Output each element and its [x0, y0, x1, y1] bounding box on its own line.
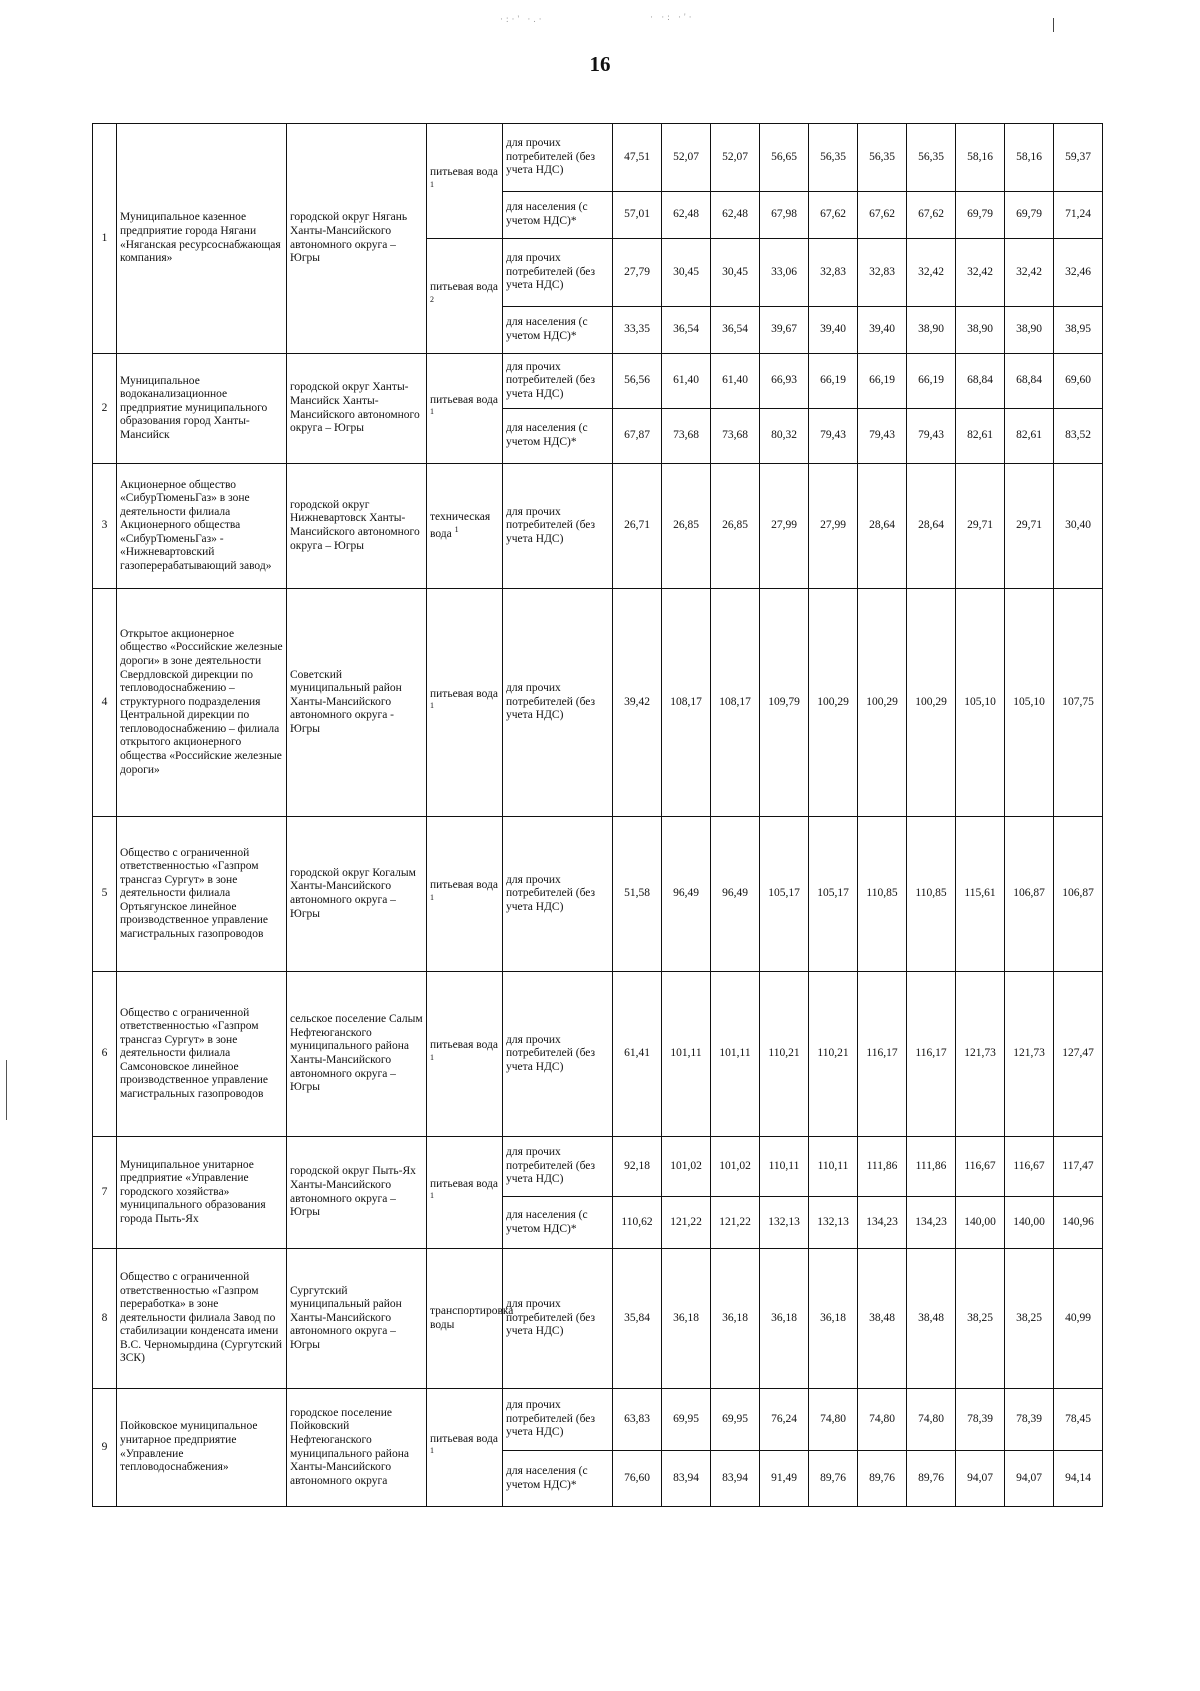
tariff-value: 59,37 — [1054, 124, 1103, 192]
territory-name: сельское поселение Салым Нефтеюганского муниципального района Ханты-Мансийского автономного округа – Югры — [287, 972, 427, 1137]
tariff-value: 38,95 — [1054, 307, 1103, 354]
tariff-value: 105,17 — [809, 817, 858, 972]
tariff-value: 27,99 — [809, 464, 858, 589]
row-number: 1 — [93, 124, 117, 354]
table-row — [93, 464, 1103, 589]
tariff-value: 110,21 — [809, 972, 858, 1137]
tariff-value: 67,62 — [858, 192, 907, 239]
tariff-value: 110,62 — [613, 1197, 662, 1249]
tariff-value: 71,24 — [1054, 192, 1103, 239]
tariff-value: 28,64 — [858, 464, 907, 589]
tariff-value: 30,40 — [1054, 464, 1103, 589]
territory-name: городской округ Пыть-Ях Ханты-Мансийского автономного округа – Югры — [287, 1137, 427, 1249]
tariff-value: 89,76 — [858, 1451, 907, 1507]
tariff-value: 111,86 — [858, 1137, 907, 1197]
tariff-value: 117,47 — [1054, 1137, 1103, 1197]
organization-name: Общество с ограниченной ответственностью «Газпром переработка» в зоне деятельности филиала Завод по стабилизации конденсата имени В.С. Черномырдина (Сургутский ЗСК) — [117, 1249, 287, 1389]
scan-mark — [1053, 18, 1054, 32]
organization-name: Общество с ограниченной ответственностью «Газпром трансгаз Сургут» в зоне деятельности филиала Ортьягунское линейное производственное управление магистральных газопроводов — [117, 817, 287, 972]
table-row — [93, 817, 1103, 972]
row-number: 4 — [93, 589, 117, 817]
tariff-value: 101,02 — [662, 1137, 711, 1197]
tariff-value: 32,42 — [907, 239, 956, 307]
tariff-value: 108,17 — [662, 589, 711, 817]
tariff-value: 116,17 — [858, 972, 907, 1137]
tariff-value: 111,86 — [907, 1137, 956, 1197]
tariff-value: 110,85 — [858, 817, 907, 972]
tariff-value: 69,95 — [662, 1389, 711, 1451]
tariff-value: 79,43 — [858, 409, 907, 464]
organization-name: Акционерное общество «СибурТюменьГаз» в зоне деятельности филиала Акционерного общества «СибурТюменьГаз» - «Нижневартовский газоперерабатывающий завод» — [117, 464, 287, 589]
footnote-mark: 1 — [430, 1191, 434, 1201]
territory-name: Сургутский муниципальный район Ханты-Мансийского автономного округа – Югры — [287, 1249, 427, 1389]
tariff-table — [92, 123, 1103, 1507]
consumer-category: для прочих потребителей (без учета НДС) — [503, 1249, 613, 1389]
footnote-mark: 1 — [430, 892, 434, 902]
tariff-value: 74,80 — [809, 1389, 858, 1451]
tariff-value: 89,76 — [809, 1451, 858, 1507]
tariff-value: 76,24 — [760, 1389, 809, 1451]
territory-name: городской округ Когалым Ханты-Мансийского автономного округа – Югры — [287, 817, 427, 972]
table-row — [93, 124, 1103, 192]
tariff-value: 121,22 — [662, 1197, 711, 1249]
consumer-category: для населения (с учетом НДС)* — [503, 409, 613, 464]
tariff-value: 29,71 — [956, 464, 1005, 589]
tariff-value: 92,18 — [613, 1137, 662, 1197]
tariff-value: 28,64 — [907, 464, 956, 589]
consumer-category: для прочих потребителей (без учета НДС) — [503, 589, 613, 817]
tariff-value: 101,11 — [711, 972, 760, 1137]
tariff-value: 106,87 — [1005, 817, 1054, 972]
tariff-value: 56,35 — [809, 124, 858, 192]
tariff-value: 27,79 — [613, 239, 662, 307]
tariff-value: 38,48 — [907, 1249, 956, 1389]
tariff-value: 67,62 — [907, 192, 956, 239]
tariff-value: 36,18 — [760, 1249, 809, 1389]
tariff-value: 79,43 — [907, 409, 956, 464]
territory-name: городской округ Нижневартовск Ханты-Мансийского автономного округа – Югры — [287, 464, 427, 589]
tariff-value: 76,60 — [613, 1451, 662, 1507]
scan-noise: ·:·' ·.· — [500, 14, 545, 24]
tariff-value: 26,85 — [711, 464, 760, 589]
water-type-label: питьевая вода — [430, 281, 498, 294]
tariff-value: 79,43 — [809, 409, 858, 464]
tariff-value: 100,29 — [858, 589, 907, 817]
water-type-label: питьевая вода — [430, 1432, 498, 1445]
row-number: 7 — [93, 1137, 117, 1249]
tariff-value: 121,73 — [956, 972, 1005, 1137]
tariff-value: 47,51 — [613, 124, 662, 192]
footnote-mark: 1 — [430, 407, 434, 417]
tariff-value: 32,83 — [858, 239, 907, 307]
tariff-value: 73,68 — [711, 409, 760, 464]
tariff-value: 58,16 — [956, 124, 1005, 192]
tariff-value: 94,07 — [1005, 1451, 1054, 1507]
footnote-mark: 1 — [430, 701, 434, 711]
organization-name: Муниципальное водоканализационное предприятие муниципального образования город Ханты-Мансийск — [117, 354, 287, 464]
consumer-category: для прочих потребителей (без учета НДС) — [503, 354, 613, 409]
territory-name: Советский муниципальный район Ханты-Мансийского автономного округа - Югры — [287, 589, 427, 817]
table-row — [93, 972, 1103, 1137]
tariff-value: 32,83 — [809, 239, 858, 307]
water-type — [427, 1137, 503, 1249]
tariff-value: 82,61 — [1005, 409, 1054, 464]
consumer-category: для прочих потребителей (без учета НДС) — [503, 1137, 613, 1197]
water-type — [427, 239, 503, 354]
tariff-value: 127,47 — [1054, 972, 1103, 1137]
footnote-mark: 1 — [430, 1052, 434, 1062]
territory-name: городской округ Нягань Ханты-Мансийского автономного округа – Югры — [287, 124, 427, 354]
tariff-value: 38,90 — [1005, 307, 1054, 354]
tariff-value: 68,84 — [956, 354, 1005, 409]
consumer-category: для населения (с учетом НДС)* — [503, 192, 613, 239]
water-type-label: питьевая вода — [430, 1177, 498, 1190]
tariff-value: 36,18 — [662, 1249, 711, 1389]
water-type-label: техническая вода — [430, 511, 491, 540]
organization-name: Общество с ограниченной ответственностью «Газпром трансгаз Сургут» в зоне деятельности филиала Самсоновское линейное производственное управление магистральных газопроводов — [117, 972, 287, 1137]
row-number: 6 — [93, 972, 117, 1137]
tariff-value: 66,19 — [858, 354, 907, 409]
tariff-value: 96,49 — [711, 817, 760, 972]
tariff-value: 140,96 — [1054, 1197, 1103, 1249]
table-row — [93, 354, 1103, 409]
tariff-value: 67,62 — [809, 192, 858, 239]
tariff-value: 100,29 — [907, 589, 956, 817]
tariff-value: 73,68 — [662, 409, 711, 464]
tariff-value: 82,61 — [956, 409, 1005, 464]
tariff-value: 26,71 — [613, 464, 662, 589]
tariff-value: 83,52 — [1054, 409, 1103, 464]
water-type — [427, 124, 503, 239]
tariff-value: 105,17 — [760, 817, 809, 972]
tariff-value: 108,17 — [711, 589, 760, 817]
page-number: 16 — [589, 52, 611, 76]
tariff-value: 105,10 — [956, 589, 1005, 817]
tariff-value: 110,21 — [760, 972, 809, 1137]
tariff-value: 78,39 — [1005, 1389, 1054, 1451]
footnote-mark: 1 — [430, 179, 434, 189]
tariff-value: 27,99 — [760, 464, 809, 589]
tariff-value: 62,48 — [711, 192, 760, 239]
tariff-value: 66,93 — [760, 354, 809, 409]
row-number: 9 — [93, 1389, 117, 1507]
tariff-value: 52,07 — [711, 124, 760, 192]
tariff-value: 66,19 — [907, 354, 956, 409]
tariff-value: 89,76 — [907, 1451, 956, 1507]
tariff-value: 116,17 — [907, 972, 956, 1137]
organization-name: Муниципальное унитарное предприятие «Управление городского хозяйства» муниципального образования города Пыть-Ях — [117, 1137, 287, 1249]
water-type — [427, 972, 503, 1137]
water-type-label: питьевая вода — [430, 393, 498, 406]
row-number: 8 — [93, 1249, 117, 1389]
tariff-value: 36,54 — [662, 307, 711, 354]
tariff-value: 83,94 — [662, 1451, 711, 1507]
tariff-value: 94,07 — [956, 1451, 1005, 1507]
water-type-label: питьевая вода — [430, 879, 498, 892]
tariff-value: 61,40 — [711, 354, 760, 409]
tariff-value: 134,23 — [858, 1197, 907, 1249]
tariff-value: 121,22 — [711, 1197, 760, 1249]
tariff-value: 32,42 — [956, 239, 1005, 307]
tariff-value: 132,13 — [809, 1197, 858, 1249]
tariff-value: 58,16 — [1005, 124, 1054, 192]
scan-mark — [6, 1060, 7, 1120]
tariff-value: 116,67 — [956, 1137, 1005, 1197]
tariff-value: 39,42 — [613, 589, 662, 817]
tariff-value: 29,71 — [1005, 464, 1054, 589]
tariff-value: 121,73 — [1005, 972, 1054, 1137]
tariff-value: 33,35 — [613, 307, 662, 354]
tariff-value: 32,42 — [1005, 239, 1054, 307]
tariff-value: 69,60 — [1054, 354, 1103, 409]
consumer-category: для населения (с учетом НДС)* — [503, 1451, 613, 1507]
tariff-value: 74,80 — [858, 1389, 907, 1451]
tariff-value: 61,41 — [613, 972, 662, 1137]
scan-noise: · ·: ·'· — [650, 12, 695, 22]
tariff-value: 140,00 — [1005, 1197, 1054, 1249]
table-row — [93, 1137, 1103, 1197]
tariff-value: 35,84 — [613, 1249, 662, 1389]
tariff-value: 30,45 — [662, 239, 711, 307]
tariff-value: 32,46 — [1054, 239, 1103, 307]
tariff-value: 36,54 — [711, 307, 760, 354]
consumer-category: для прочих потребителей (без учета НДС) — [503, 1389, 613, 1451]
consumer-category: для прочих потребителей (без учета НДС) — [503, 464, 613, 589]
tariff-value: 78,39 — [956, 1389, 1005, 1451]
tariff-value: 39,40 — [858, 307, 907, 354]
row-number: 2 — [93, 354, 117, 464]
tariff-value: 38,25 — [956, 1249, 1005, 1389]
tariff-value: 63,83 — [613, 1389, 662, 1451]
tariff-value: 38,48 — [858, 1249, 907, 1389]
tariff-value: 105,10 — [1005, 589, 1054, 817]
tariff-value: 36,18 — [711, 1249, 760, 1389]
consumer-category: для населения (с учетом НДС)* — [503, 1197, 613, 1249]
tariff-value: 80,32 — [760, 409, 809, 464]
tariff-value: 115,61 — [956, 817, 1005, 972]
tariff-value: 69,95 — [711, 1389, 760, 1451]
organization-name: Открытое акционерное общество «Российские железные дороги» в зоне деятельности Свердловской дирекции по тепловодоснабжению – структурного подразделения Центральной дирекции по тепловодоснабжению – филиала открытого акционерного общества «Российские железные дороги» — [117, 589, 287, 817]
tariff-value: 40,99 — [1054, 1249, 1103, 1389]
tariff-value: 101,02 — [711, 1137, 760, 1197]
table-row — [93, 589, 1103, 817]
tariff-value: 67,98 — [760, 192, 809, 239]
tariff-value: 52,07 — [662, 124, 711, 192]
tariff-value: 56,35 — [858, 124, 907, 192]
tariff-value: 100,29 — [809, 589, 858, 817]
tariff-value: 51,58 — [613, 817, 662, 972]
tariff-value: 39,67 — [760, 307, 809, 354]
consumer-category: для прочих потребителей (без учета НДС) — [503, 817, 613, 972]
organization-name: Муниципальное казенное предприятие города Нягани «Няганская ресурсоснабжающая компания» — [117, 124, 287, 354]
tariff-value: 110,85 — [907, 817, 956, 972]
water-type-label: питьевая вода — [430, 1039, 498, 1052]
tariff-value: 26,85 — [662, 464, 711, 589]
tariff-value: 38,90 — [907, 307, 956, 354]
tariff-value: 39,40 — [809, 307, 858, 354]
table-row — [93, 1389, 1103, 1451]
footnote-mark: 1 — [430, 1446, 434, 1456]
tariff-value: 132,13 — [760, 1197, 809, 1249]
tariff-value: 83,94 — [711, 1451, 760, 1507]
tariff-value: 74,80 — [907, 1389, 956, 1451]
tariff-value: 94,14 — [1054, 1451, 1103, 1507]
tariff-value: 134,23 — [907, 1197, 956, 1249]
consumer-category: для населения (с учетом НДС)* — [503, 307, 613, 354]
water-type — [427, 817, 503, 972]
consumer-category: для прочих потребителей (без учета НДС) — [503, 124, 613, 192]
water-type-label: транспортировка воды — [430, 1304, 514, 1331]
tariff-value: 57,01 — [613, 192, 662, 239]
footnote-mark: 2 — [430, 294, 434, 304]
tariff-value: 66,19 — [809, 354, 858, 409]
tariff-value: 67,87 — [613, 409, 662, 464]
tariff-value: 56,35 — [907, 124, 956, 192]
territory-name: городское поселение Пойковский Нефтеюганского муниципального района Ханты-Мансийского автономного округа — [287, 1389, 427, 1507]
water-type — [427, 589, 503, 817]
water-type-label: питьевая вода — [430, 687, 498, 700]
tariff-value: 109,79 — [760, 589, 809, 817]
tariff-value: 91,49 — [760, 1451, 809, 1507]
water-type-label: питьевая вода — [430, 166, 498, 179]
tariff-value: 106,87 — [1054, 817, 1103, 972]
tariff-value: 110,11 — [809, 1137, 858, 1197]
tariff-value: 38,90 — [956, 307, 1005, 354]
footnote-mark: 1 — [454, 524, 459, 534]
tariff-value: 69,79 — [956, 192, 1005, 239]
tariff-value: 107,75 — [1054, 589, 1103, 817]
tariff-value: 62,48 — [662, 192, 711, 239]
tariff-value: 68,84 — [1005, 354, 1054, 409]
tariff-value: 36,18 — [809, 1249, 858, 1389]
organization-name: Пойковское муниципальное унитарное предприятие «Управление тепловодоснабжения» — [117, 1389, 287, 1507]
row-number: 3 — [93, 464, 117, 589]
tariff-value: 101,11 — [662, 972, 711, 1137]
tariff-value: 110,11 — [760, 1137, 809, 1197]
tariff-value: 30,45 — [711, 239, 760, 307]
water-type — [427, 1249, 514, 1389]
water-type — [427, 354, 503, 464]
consumer-category: для прочих потребителей (без учета НДС) — [503, 239, 613, 307]
tariff-value: 69,79 — [1005, 192, 1054, 239]
water-type — [427, 464, 503, 589]
tariff-value: 78,45 — [1054, 1389, 1103, 1451]
tariff-value: 56,56 — [613, 354, 662, 409]
tariff-value: 96,49 — [662, 817, 711, 972]
tariff-value: 38,25 — [1005, 1249, 1054, 1389]
tariff-value: 56,65 — [760, 124, 809, 192]
water-type — [427, 1389, 503, 1507]
territory-name: городской округ Ханты-Мансийск Ханты-Мансийского автономного округа – Югры — [287, 354, 427, 464]
row-number: 5 — [93, 817, 117, 972]
table-row — [93, 1249, 1103, 1389]
tariff-value: 140,00 — [956, 1197, 1005, 1249]
tariff-value: 61,40 — [662, 354, 711, 409]
tariff-value: 33,06 — [760, 239, 809, 307]
consumer-category: для прочих потребителей (без учета НДС) — [503, 972, 613, 1137]
tariff-value: 116,67 — [1005, 1137, 1054, 1197]
